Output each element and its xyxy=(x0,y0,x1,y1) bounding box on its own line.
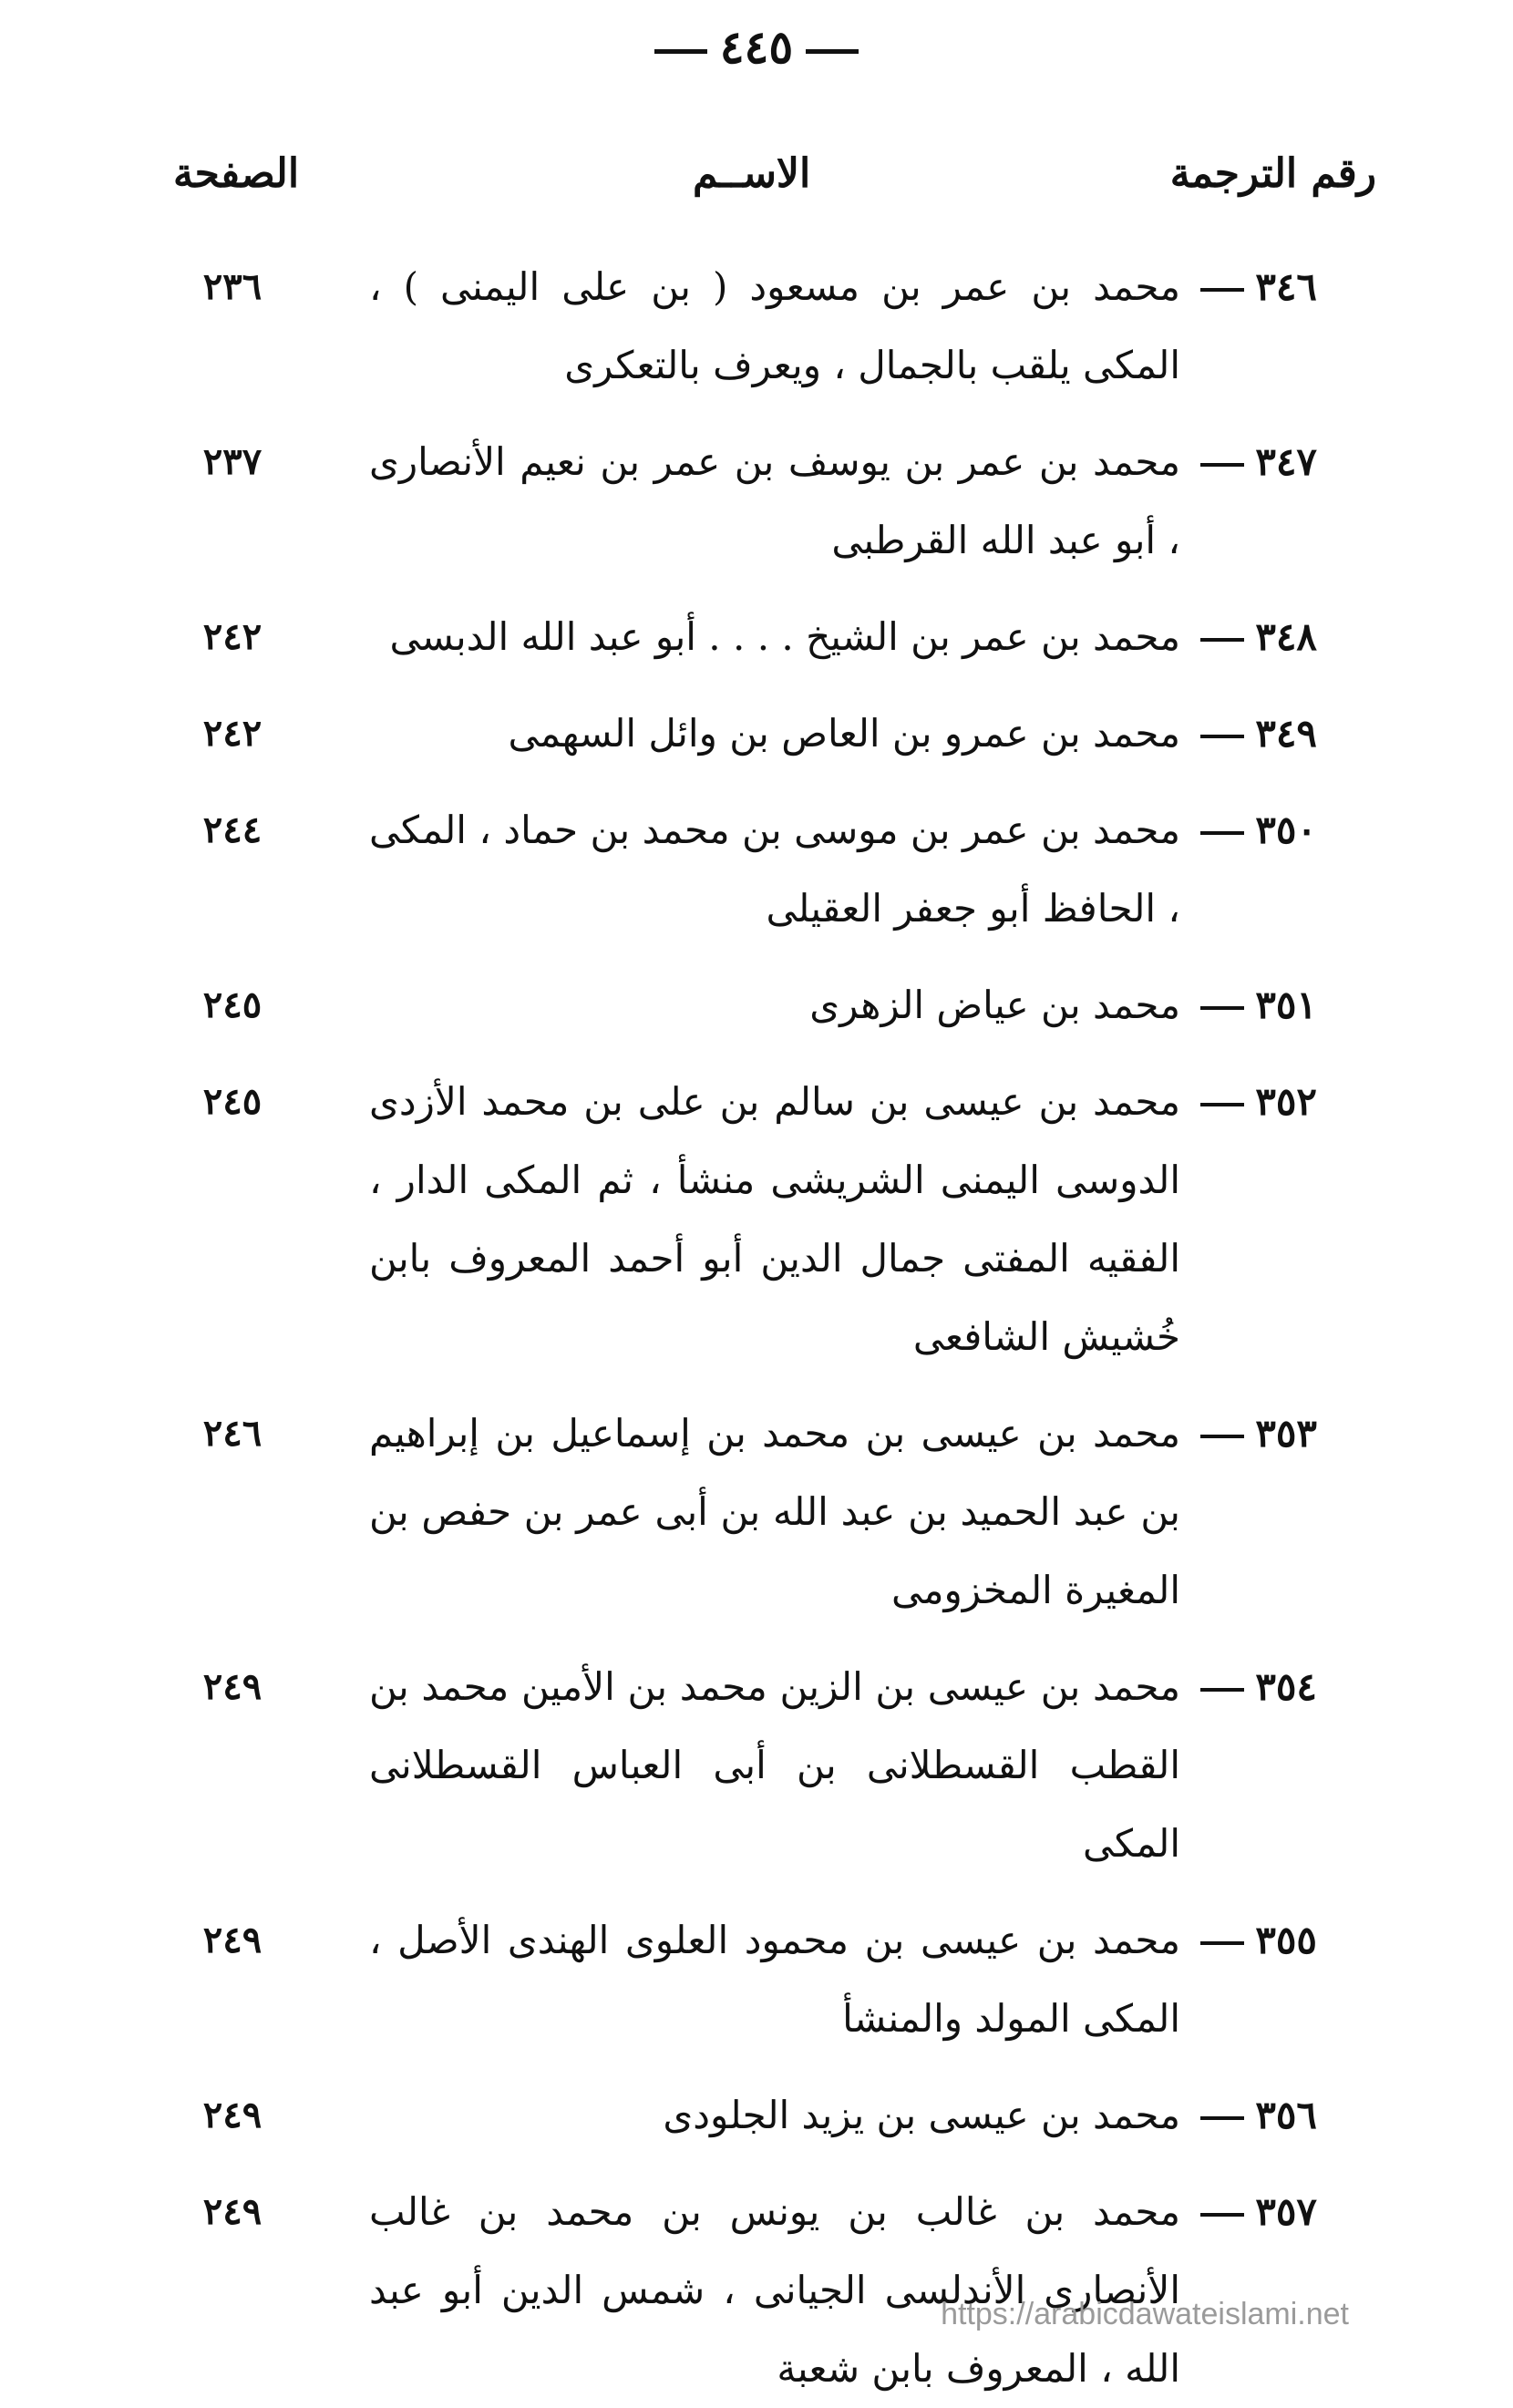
entry-number: ٣٤٩ xyxy=(1180,695,1317,773)
index-entry xyxy=(0,598,1513,676)
entry-page: ٢٤٥ xyxy=(202,983,262,1026)
entry-page: ٢٤٤ xyxy=(202,808,262,851)
column-headers xyxy=(0,150,1513,223)
entry-number: ٣٤٦ xyxy=(1180,248,1317,326)
entry-page: ٢٤٩ xyxy=(202,2094,262,2136)
entry-page: ٢٤٩ xyxy=(202,1665,262,1708)
index-entry xyxy=(0,2173,1513,2408)
entry-name: محمد بن عيسى بن محمد بن إسماعيل بن إبراهيم بن عبد الحميد بن عبد الله بن أبى عمر بن حفص بن المغيرة المخزومى xyxy=(369,1411,1180,1612)
entry-number: ٣٥٦ xyxy=(1180,2076,1317,2155)
index-entry xyxy=(0,791,1513,948)
page-number xyxy=(0,20,1513,74)
entry-name: محمد بن عيسى بن سالم بن على بن محمد الأزدى الدوسى اليمنى الشريشى منشأ ، ثم المكى الدار ، الفقيه المفتى جمال الدين أبو أحمد المعروف بابن خُشيش الشافعى xyxy=(369,1079,1180,1359)
entry-number: ٣٤٧ xyxy=(1180,423,1317,501)
index-entry xyxy=(0,248,1513,405)
entry-name: محمد بن عمرو بن العاص بن وائل السهمى xyxy=(508,711,1180,756)
entry-name: محمد بن عيسى بن محمود العلوى الهندى الأصل ، المكى المولد والمنشأ xyxy=(369,1918,1180,2041)
entry-page: ٢٤٦ xyxy=(202,1412,262,1455)
entry-name: محمد بن عياض الزهرى xyxy=(809,983,1180,1027)
entry-page: ٢٤٩ xyxy=(202,1919,262,1961)
entry-page: ٢٣٧ xyxy=(202,440,262,483)
entry-page: ٢٤٢ xyxy=(202,712,262,755)
entry-page: ٢٤٥ xyxy=(202,1080,262,1123)
entry-number: ٣٥٥ xyxy=(1180,1901,1317,1980)
entry-number: ٣٥٧ xyxy=(1180,2173,1317,2251)
entry-page: ٢٣٦ xyxy=(202,265,262,308)
entry-page: ٢٤٩ xyxy=(202,2190,262,2233)
entry-number: ٣٤٨ xyxy=(1180,598,1317,676)
entry-name: محمد بن عمر بن موسى بن محمد بن حماد ، المكى ، الحافظ أبو جعفر العقيلى xyxy=(369,808,1180,931)
index-entries xyxy=(0,248,1513,2408)
entry-name: محمد بن عمر بن يوسف بن عمر بن نعيم الأنصارى ، أبو عبد الله القرطبى xyxy=(369,439,1180,562)
entry-number: ٣٥١ xyxy=(1180,966,1317,1044)
page-number-dash-left xyxy=(654,49,707,54)
entry-name: محمد بن غالب بن يونس بن محمد بن غالب الأنصارى الأندلسى الجيانى ، شمس الدين أبو عبد الله ، المعروف بابن شعبة xyxy=(369,2189,1180,2391)
entry-number: ٣٥٣ xyxy=(1180,1394,1317,1473)
source-watermark: https://arabicdawateislami.net xyxy=(941,2297,1349,2331)
page-number-dash-right xyxy=(806,49,859,54)
index-entry xyxy=(0,1063,1513,1376)
header-page: الصفحة xyxy=(173,150,300,197)
entry-number: ٣٥٤ xyxy=(1180,1648,1317,1726)
entry-name: محمد بن عيسى بن يزيد الجلودى xyxy=(663,2093,1180,2137)
index-entry xyxy=(0,2076,1513,2155)
index-entry xyxy=(0,966,1513,1044)
index-entry xyxy=(0,695,1513,773)
index-entry xyxy=(0,1648,1513,1883)
index-entry xyxy=(0,1394,1513,1630)
entry-name: محمد بن عمر بن الشيخ . . . . أبو عبد الله الدبسى xyxy=(389,614,1180,659)
entry-number: ٣٥٢ xyxy=(1180,1063,1317,1141)
entry-number: ٣٥٠ xyxy=(1180,791,1317,870)
index-entry xyxy=(0,423,1513,580)
page-number-text: ٤٤٥ xyxy=(719,20,794,74)
index-entry xyxy=(0,1901,1513,2058)
header-name: الاســم xyxy=(693,150,811,197)
entry-name: محمد بن عيسى بن الزين محمد بن الأمين محمد بن القطب القسطلانى بن أبى العباس القسطلانى المكى xyxy=(369,1664,1180,1866)
header-entry-number: رقم الترجمة xyxy=(1169,150,1376,197)
entry-name: محمد بن عمر بن مسعود ( بن على اليمنى ) ، المكى يلقب بالجمال ، ويعرف بالتعكرى xyxy=(369,264,1180,387)
entry-page: ٢٤٢ xyxy=(202,615,262,658)
